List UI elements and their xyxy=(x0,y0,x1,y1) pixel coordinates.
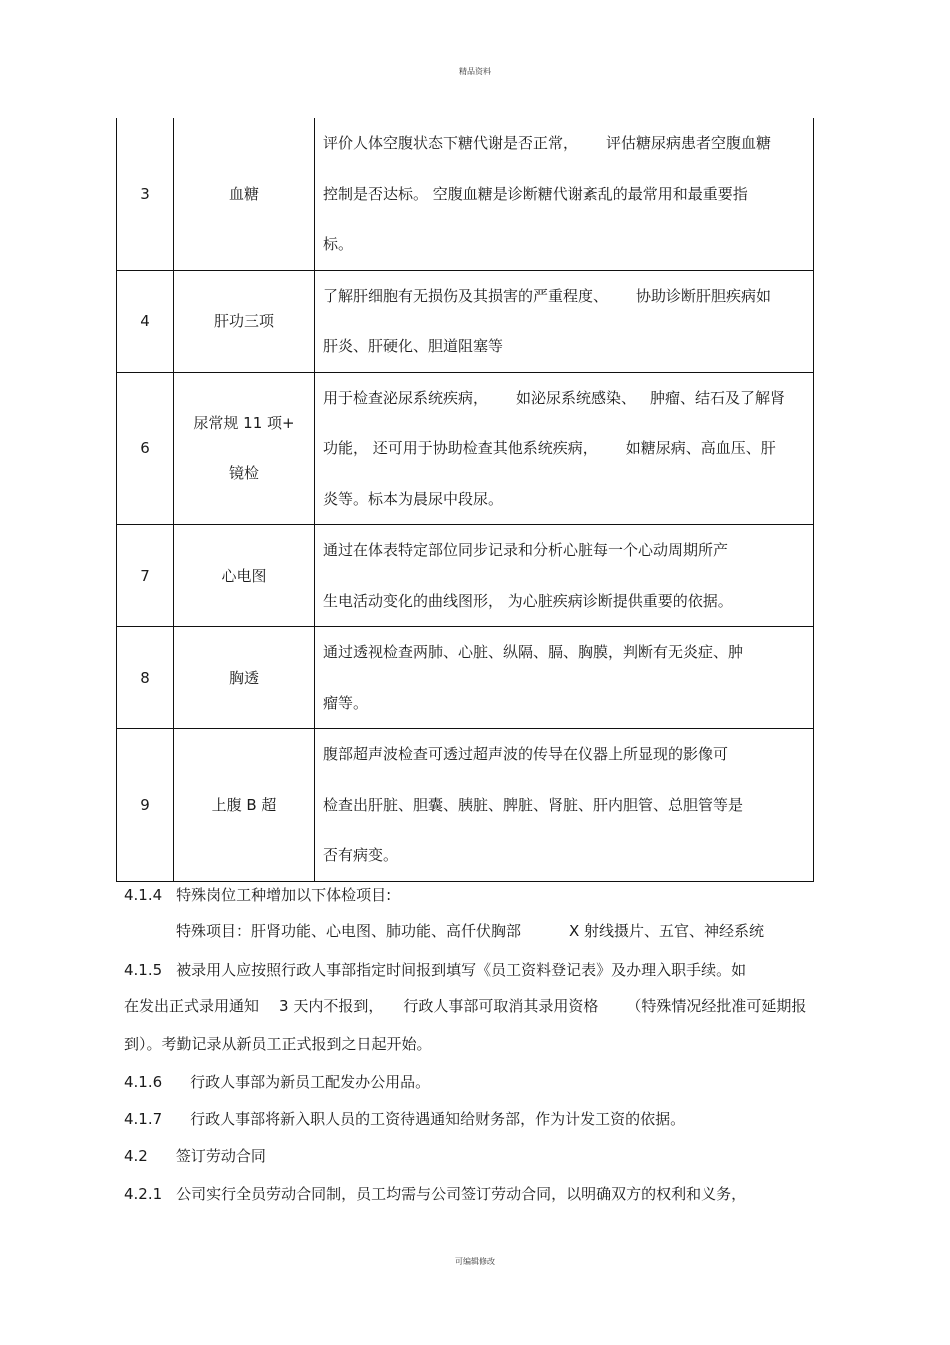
desc-line: 评价人体空腹状态下糖代谢是否正常， xyxy=(323,134,579,152)
section-text: 被录用人应按照行政人事部指定时间报到填写《员工资料登记表》及办理入职手续。如 xyxy=(176,961,747,979)
exam-description xyxy=(315,627,814,729)
desc-line: 检查出肝脏、胆囊、胰脏、脾脏、肾脏、肝内胆管、总胆管等是 xyxy=(323,795,744,814)
desc-line: 生电活动变化的曲线图形， 为心脏疾病诊断提供重要的依据。 xyxy=(323,591,733,610)
desc-line: 肿瘤、结石及了解肾 xyxy=(650,388,786,407)
physical-exam-table xyxy=(116,118,814,882)
section-number: 4.1.5 xyxy=(124,961,163,979)
desc-line: 协助诊断肝胆疾病如 xyxy=(636,286,772,305)
table-row xyxy=(117,372,814,525)
section-number: 4.2 xyxy=(124,1147,148,1165)
page-header: 精品资料 xyxy=(459,67,491,76)
exam-description xyxy=(315,372,814,525)
desc-line: 用于检查泌尿系统疾病， xyxy=(323,388,489,407)
page-footer: 可编辑修改 xyxy=(455,1257,495,1266)
section-text: 公司实行全员劳动合同制，员工均需与公司签订劳动合同，以明确双方的权利和义务， xyxy=(176,1185,747,1203)
exam-item: 血糖 xyxy=(174,118,315,270)
row-number: 8 xyxy=(117,627,174,729)
exam-description xyxy=(315,729,814,882)
exam-item: 上腹 B 超 xyxy=(174,729,315,882)
section-text: 行政人事部为新员工配发办公用品。 xyxy=(190,1073,431,1091)
section-text: （特殊情况经批准可延期报 xyxy=(626,997,807,1015)
section-4-1-5 xyxy=(124,959,746,980)
desc-line: 炎等。标本为晨尿中段尿。 xyxy=(323,489,504,508)
section-text: 在发出正式录用通知 xyxy=(124,997,260,1015)
desc-line: 标。 xyxy=(323,235,354,253)
row-number: 3 xyxy=(117,118,174,270)
section-4-1-6 xyxy=(124,1071,430,1092)
table-row xyxy=(117,270,814,372)
special-items-line xyxy=(176,920,764,941)
section-4-1-4 xyxy=(124,884,391,905)
special-items-label: 特殊项目：肝肾功能、心电图、肺功能、高仟伏胸部 xyxy=(176,922,522,940)
desc-line: 肝炎、肝硬化、胆道阻塞等 xyxy=(323,337,504,355)
exam-item: 胸透 xyxy=(174,627,315,729)
section-number: 4.1.4 xyxy=(124,886,163,904)
section-number: 4.2.1 xyxy=(124,1185,163,1203)
section-text: 行政人事部可取消其录用资格 xyxy=(403,997,599,1015)
section-text: 3 天内不报到， xyxy=(279,997,384,1015)
section-number: 4.1.7 xyxy=(124,1110,163,1128)
exam-item-line: 镜检 xyxy=(228,464,259,483)
desc-line: 否有病变。 xyxy=(323,846,399,864)
table-row xyxy=(117,729,814,882)
desc-line: 如泌尿系统感染、 xyxy=(516,388,637,407)
special-items-rest: X 射线摄片、五官、神经系统 xyxy=(569,922,765,940)
exam-item xyxy=(174,372,315,525)
row-number: 4 xyxy=(117,270,174,372)
section-heading: 签订劳动合同 xyxy=(175,1147,266,1165)
exam-description xyxy=(315,270,814,372)
table-row xyxy=(117,525,814,627)
section-4-1-7 xyxy=(124,1108,685,1129)
exam-item-line: 尿常规 11 项+ xyxy=(193,414,295,433)
desc-line: 通过透视检查两肺、心脏、纵隔、膈、胸膜，判断有无炎症、肿 xyxy=(323,643,744,661)
section-4-2-1 xyxy=(124,1183,746,1204)
exam-item: 肝功三项 xyxy=(174,270,315,372)
exam-item: 心电图 xyxy=(174,525,315,627)
section-text: 特殊岗位工种增加以下体检项目: xyxy=(176,886,392,904)
section-text: 到）。考勤记录从新员工正式报到之日起开始。 xyxy=(124,1035,432,1053)
section-text: 行政人事部将新入职人员的工资待遇通知给财务部，作为计发工资的依据。 xyxy=(190,1110,686,1128)
row-number: 6 xyxy=(117,372,174,525)
exam-description xyxy=(315,525,814,627)
table-row xyxy=(117,627,814,729)
desc-line: 控制是否达标。 空腹血糖是诊断糖代谢紊乱的最常用和最重要指 xyxy=(323,184,748,203)
desc-line: 功能， 还可用于协助检查其他系统疾病， xyxy=(323,439,598,457)
section-4-1-5-line2 xyxy=(124,995,806,1016)
section-4-2 xyxy=(124,1145,266,1166)
desc-line: 腹部超声波检查可透过超声波的传导在仪器上所显现的影像可 xyxy=(323,745,729,763)
desc-line: 了解肝细胞有无损伤及其损害的严重程度、 xyxy=(323,286,609,305)
table-row xyxy=(117,118,814,270)
section-4-1-5-line3 xyxy=(124,1033,432,1054)
desc-line: 瘤等。 xyxy=(323,693,369,712)
desc-line: 通过在体表特定部位同步记录和分析心脏每一个心动周期所产 xyxy=(323,541,729,559)
row-number: 7 xyxy=(117,525,174,627)
section-number: 4.1.6 xyxy=(124,1073,163,1091)
desc-line: 如糖尿病、高血压、肝 xyxy=(625,439,776,457)
row-number: 9 xyxy=(117,729,174,882)
exam-description xyxy=(315,118,814,270)
desc-line: 评估糖尿病患者空腹血糖 xyxy=(606,134,772,152)
